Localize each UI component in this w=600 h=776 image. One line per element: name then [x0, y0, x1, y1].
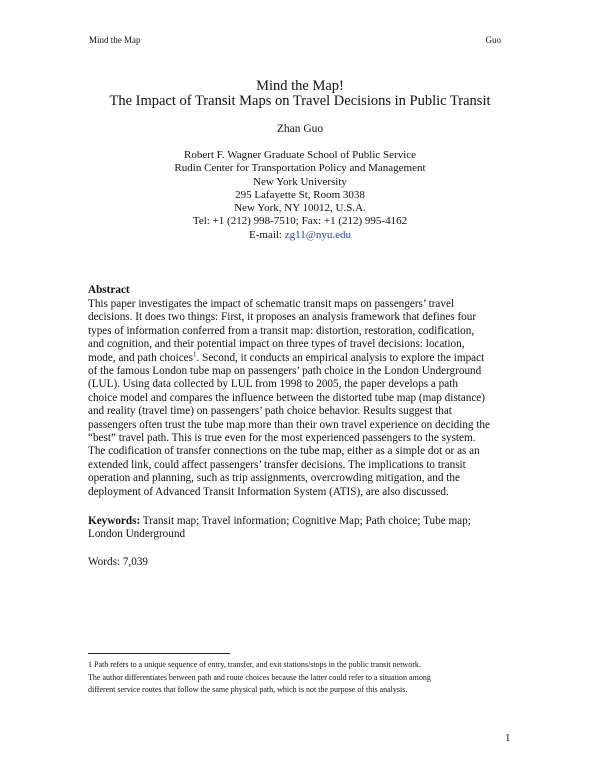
affiliation-line: 295 Lafayette St, Room 3038	[235, 188, 365, 201]
running-header-author: Guo	[485, 35, 501, 45]
paper-title-line1: Mind the Map!	[256, 78, 344, 94]
abstract-heading: Abstract	[88, 284, 130, 296]
abstract-line: and reality (travel time) on passengers’ path choice behavior. Results suggest that	[88, 405, 452, 418]
footnote-marker[interactable]: 1	[193, 349, 197, 358]
abstract-line-text: mode, and path choices	[88, 351, 194, 364]
affiliation-line: New York, NY 10012, U.S.A.	[234, 202, 366, 215]
keywords-block	[88, 515, 471, 542]
footnote-divider	[88, 653, 230, 654]
abstract-line: The codification of transfer connections on the tube map, either as a simple dot or as an	[88, 445, 480, 458]
footnote-line: different service routes that follow the same physical path, which is not the purpose of this analysis.	[88, 685, 408, 695]
abstract-line: and cognition, and their potential impact on three types of travel decisions: location,	[88, 338, 465, 351]
affiliation-block	[0, 149, 600, 242]
email-line	[0, 229, 600, 242]
footnote-line: The author differentiates between path and route choices because the latter could refer to a situation among	[88, 672, 431, 682]
word-count: Words: 7,039	[88, 556, 149, 568]
abstract-line: operation and planning, such as trip assignments, overcrowding mitigation, and the	[88, 472, 460, 485]
paper-title-line2: The Impact of Transit Maps on Travel Decisions in Public Transit	[109, 93, 491, 109]
keywords-text: Transit map; Travel information; Cognitive Map; Path choice; Tube map;	[140, 515, 471, 527]
affiliation-line: New York University	[253, 175, 347, 188]
abstract-line: decisions. It does two things: First, it proposes an analysis framework that defines four	[88, 311, 477, 324]
affiliation-line: Rudin Center for Transportation Policy and Management	[174, 162, 426, 175]
abstract-line: types of information conferred from a transit map: distortion, restoration, codification,	[88, 324, 475, 337]
abstract-body	[88, 298, 516, 499]
email-link[interactable]: zg11@nyu.edu	[284, 228, 351, 241]
abstract-line: (LUL). Using data collected by LUL from 1998 to 2005, the paper develops a path	[88, 378, 458, 391]
footnote	[88, 659, 431, 697]
affiliation-line: Robert F. Wagner Graduate School of Public Service	[183, 149, 417, 161]
abstract-line: choice model and compares the influence between the distorted tube map (map distance)	[88, 391, 486, 404]
abstract-line: extended link, could affect passengers’ transfer decisions. The implications to transit	[88, 458, 466, 471]
abstract-line: This paper investigates the impact of schematic transit maps on passengers’ travel	[88, 298, 455, 310]
keywords-label: Keywords:	[88, 515, 141, 527]
page-number: 1	[505, 732, 511, 744]
affiliation-line: Tel: +1 (212) 998-7510; Fax: +1 (212) 995-4162	[192, 215, 408, 228]
running-header-title: Mind the Map	[89, 35, 141, 45]
abstract-line: deployment of Advanced Transit Information System (ATIS), are also discussed.	[88, 485, 449, 498]
abstract-line: passengers often trust the tube map more than their own travel experience on deciding the	[88, 418, 490, 431]
abstract-line: of the famous London tube map on passengers’ path choice in the London Underground	[88, 365, 482, 378]
abstract-line	[88, 349, 516, 365]
author-name: Zhan Guo	[276, 123, 324, 135]
abstract-line-text: . Second, it conducts an empirical analysis to explore the impact	[196, 351, 485, 364]
email-label: E-mail:	[249, 228, 285, 241]
keywords-line: London Underground	[88, 528, 186, 541]
abstract-line: “best” travel path. This is true even for the most experienced passengers to the system.	[88, 432, 476, 445]
footnote-line: 1 Path refers to a unique sequence of entry, transfer, and exit stations/stops in the public transit network.	[88, 660, 421, 669]
keywords-line	[88, 515, 471, 528]
